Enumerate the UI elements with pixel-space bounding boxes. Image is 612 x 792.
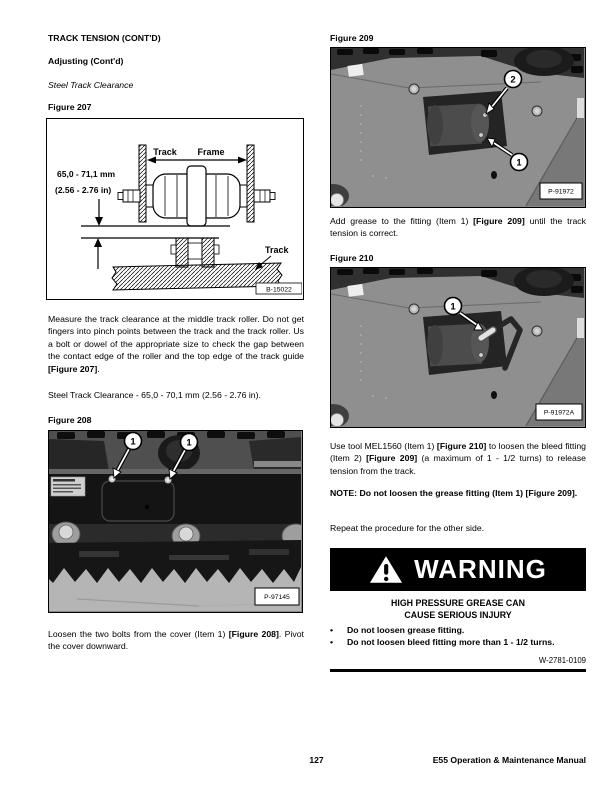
figure-207-title: Figure 207 — [48, 102, 92, 112]
svg-text:1: 1 — [130, 436, 136, 448]
label-track-bottom: Track — [265, 245, 289, 255]
figure-208-photo — [48, 430, 303, 613]
section-heading: TRACK TENSION (CONT'D) — [48, 33, 161, 43]
svg-text:P-91972A: P-91972A — [543, 409, 575, 417]
paragraph-repeat: Repeat the procedure for the other side. — [330, 523, 485, 533]
svg-text:1: 1 — [450, 301, 456, 313]
paragraph-add-grease: Add grease to the fitting (Item 1) [Figure 209] until the track tension is correct. — [330, 216, 586, 239]
dimension-in: (2.56 - 2.76 in) — [55, 185, 112, 195]
grease-fitting-photo — [331, 48, 584, 206]
svg-text:2: 2 — [510, 74, 516, 86]
bleed-tool-photo — [331, 268, 584, 426]
sub-sub-heading: Steel Track Clearance — [48, 80, 134, 90]
figure-210-title: Figure 210 — [330, 253, 374, 263]
paragraph-measure-clearance: Measure the track clearance at the middle track roller. Do not get fingers into pinch points between the track and the track roller. Us a bolt or dowel of the appropriate size to check the gap between the contact edge of the roller and the top edge of the track guide [Figure 207]. — [48, 314, 304, 374]
note-label: NOTE: — [330, 488, 358, 498]
figure-208-title: Figure 208 — [48, 415, 92, 425]
paragraph-use-tool: Use tool MEL1560 (Item 1) [Figure 210] to loosen the bleed fitting (Item 2) [Figure 209] (a maximum of 1 - 1/2 turns) to release tension from the track. — [330, 441, 587, 476]
warning-bullets — [330, 624, 586, 648]
figure-id-label — [256, 283, 302, 294]
track-clearance-diagram — [47, 119, 302, 298]
bullet-item: • Do not loosen bleed fitting more than 1 - 1/2 turns. — [330, 637, 555, 648]
svg-text:1: 1 — [516, 157, 522, 169]
svg-text:B-15022: B-15022 — [266, 286, 292, 294]
manual-title: E55 Operation & Maintenance Manual — [432, 755, 586, 765]
access-cover — [49, 474, 301, 524]
label-track-top: Track — [153, 147, 177, 157]
grease-fitting — [479, 353, 483, 357]
warning-banner — [330, 548, 586, 591]
figure-209-photo — [330, 47, 586, 208]
warning-title-line1: HIGH PRESSURE GREASE CAN — [391, 598, 525, 608]
bullet-icon: • — [330, 637, 334, 648]
figure-210-photo — [330, 267, 586, 428]
page-number: 127 — [309, 755, 324, 765]
cover-bolts-photo — [49, 431, 301, 611]
frame-plate-left — [139, 145, 146, 222]
note-text: Do not loosen the grease fitting (Item 1) [Figure 209]. — [359, 488, 578, 498]
svg-text:P-91972: P-91972 — [548, 188, 574, 196]
warning-decal — [51, 477, 85, 496]
frame-plate-right — [247, 145, 254, 222]
photo-id-label — [255, 588, 299, 605]
figure-207-diagram — [46, 118, 304, 300]
svg-text:1: 1 — [186, 437, 192, 449]
bullet-icon: • — [330, 625, 334, 635]
photo-id-label — [540, 183, 582, 199]
clearance-spec-line: Steel Track Clearance - 65,0 - 70,1 mm (2.56 - 2.76 in). — [48, 390, 261, 400]
svg-text:P-97145: P-97145 — [264, 594, 290, 601]
photo-id-label — [536, 404, 582, 420]
grease-fitting — [479, 133, 483, 137]
bullet-item: • Do not loosen grease fitting. — [330, 625, 465, 635]
paragraph-loosen-bolts: Loosen the two bolts from the cover (Item 1) [Figure 208]. Pivot the cover downward. — [48, 629, 304, 652]
warning-triangle-icon — [369, 555, 403, 585]
sub-heading: Adjusting (Cont'd) — [48, 56, 124, 66]
note-paragraph — [330, 487, 612, 499]
warning-word: WARNING — [414, 554, 547, 584]
warning-code: W-2781-0109 — [538, 656, 586, 665]
warning-bottom-rule — [330, 669, 586, 672]
warning-title-line2: CAUSE SERIOUS INJURY — [404, 610, 512, 620]
figure-209-title: Figure 209 — [330, 33, 374, 43]
dimension-mm: 65,0 - 71,1 mm — [57, 169, 116, 179]
warning-title — [330, 597, 586, 621]
label-frame: Frame — [197, 147, 225, 157]
